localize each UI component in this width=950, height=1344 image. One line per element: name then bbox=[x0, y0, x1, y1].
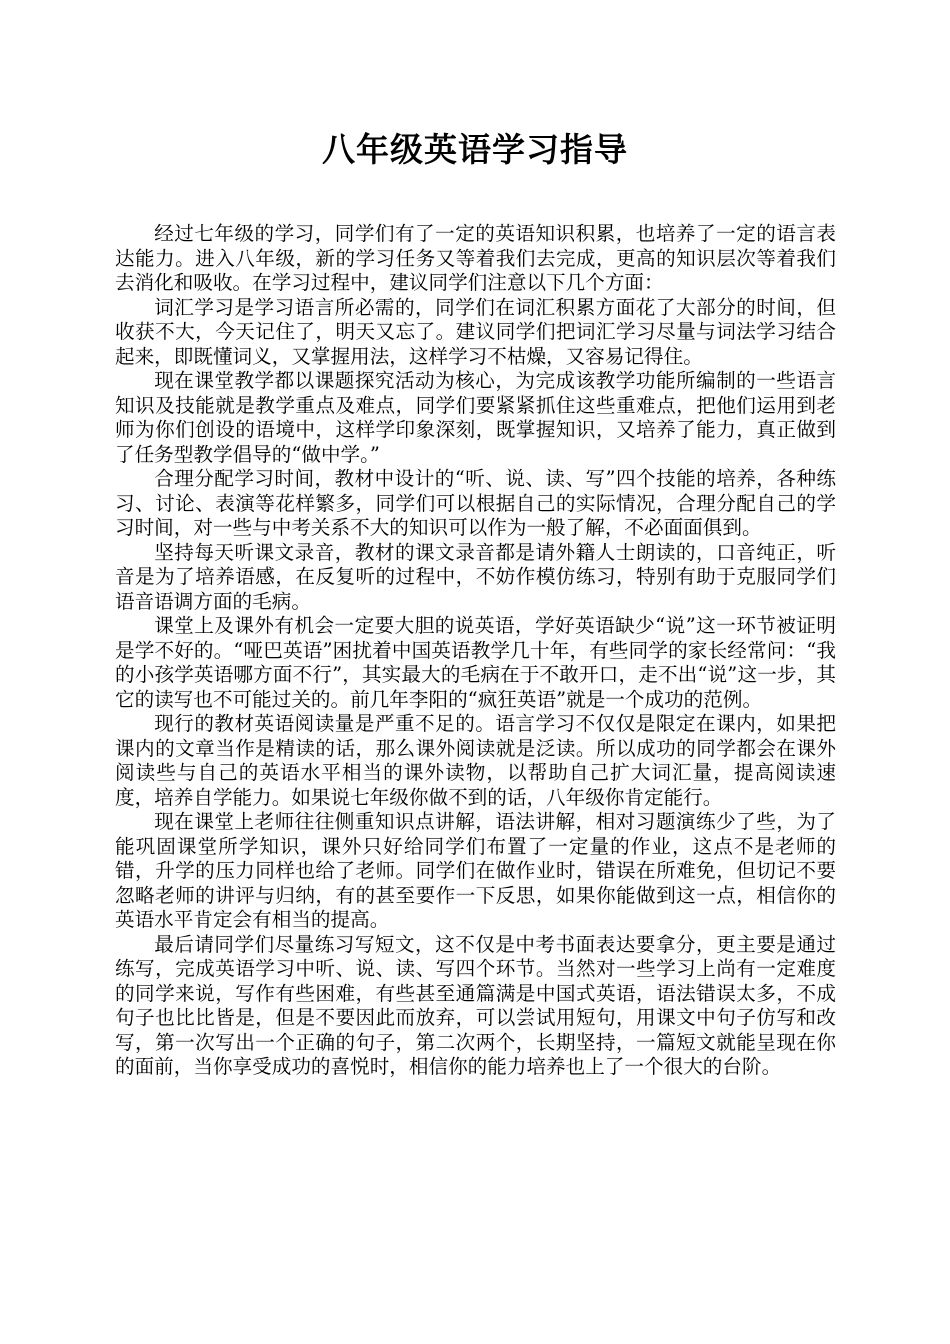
paragraph-listening: 坚持每天听课文录音，教材的课文录音都是请外籍人士朗读的，口音纯正，听音是为了培养语感，在反复听的过程中，不妨作模仿练习，特别有助于克服同学们语音语调方面的毛病。 bbox=[115, 540, 836, 613]
paragraph-speaking: 课堂上及课外有机会一定要大胆的说英语，学好英语缺少“说”这一环节被证明是学不好的。“哑巴英语”困扰着中国英语教学几十年，有些同学的家长经常问：“我的小孩学英语哪方面不行”，其实最大的毛病在于不敢开口，走不出“说”这一步，其它的读写也不可能过关的。前几年李阳的“疯狂英语”就是一个成功的范例。 bbox=[115, 614, 836, 711]
document-title: 八年级英语学习指导 bbox=[322, 130, 628, 169]
paragraph-homework: 现在课堂上老师往往侧重知识点讲解，语法讲解，相对习题演练少了些，为了能巩固课堂所学知识，课外只好给同学们布置了一定量的作业，这点不是老师的错，升学的压力同样也给了老师。同学们在做作业时，错误在所难免，但切记不要忽略老师的讲评与归纳，有的甚至要作一下反思，如果你能做到这一点，相信你的英语水平肯定会有相当的提高。 bbox=[115, 810, 836, 931]
paragraph-reading: 现行的教材英语阅读量是严重不足的。语言学习不仅仅是限定在课内，如果把课内的文章当作是精读的话，那么课外阅读就是泛读。所以成功的同学都会在课外阅读些与自己的英语水平相当的课外读物，以帮助自己扩大词汇量，提高阅读速度，培养自学能力。如果说七年级你做不到的话，八年级你肯定能行。 bbox=[115, 712, 836, 809]
paragraph-vocabulary: 词汇学习是学习语言所必需的，同学们在词汇积累方面花了大部分的时间，但收获不大，今天记住了，明天又忘了。建议同学们把词汇学习尽量与词法学习结合起来，即既懂词义，又掌握用法，这样学习不枯燥，又容易记得住。 bbox=[115, 295, 836, 368]
paragraph-classroom-focus: 现在课堂教学都以课题探究活动为核心，为完成该教学功能所编制的一些语言知识及技能就是教学重点及难点，同学们要紧紧抓住这些重难点，把他们运用到老师为你们创设的语境中，这样学印象深刻，既掌握知识，又培养了能力，真正做到了任务型教学倡导的“做中学。” bbox=[115, 369, 836, 466]
document-body bbox=[115, 222, 836, 1080]
paragraph-time-allocation: 合理分配学习时间，教材中设计的“听、说、读、写”四个技能的培养，各种练习、讨论、表演等花样繁多，同学们可以根据自己的实际情况，合理分配自己的学习时间，对一些与中考关系不大的知识可以作为一般了解，不必面面俱到。 bbox=[115, 467, 836, 539]
paragraph-writing: 最后请同学们尽量练习写短文，这不仅是中考书面表达要拿分，更主要是通过练写，完成英语学习中听、说、读、写四个环节。当然对一些学习上尚有一定难度的同学来说，写作有些困难，有些甚至通篇满是中国式英语，语法错误太多，不成句子也比比皆是，但是不要因此而放弃，可以尝试用短句，用课文中句子仿写和改写，第一次写出一个正确的句子，第二次两个，长期坚持，一篇短文就能呈现在你的面前，当你享受成功的喜悦时，相信你的能力培养也上了一个很大的台阶。 bbox=[115, 932, 836, 1078]
paragraph-intro: 经过七年级的学习，同学们有了一定的英语知识积累，也培养了一定的语言表达能力。进入八年级，新的学习任务又等着我们去完成，更高的知识层次等着我们去消化和吸收。在学习过程中，建议同学们注意以下几个方面： bbox=[115, 222, 836, 294]
